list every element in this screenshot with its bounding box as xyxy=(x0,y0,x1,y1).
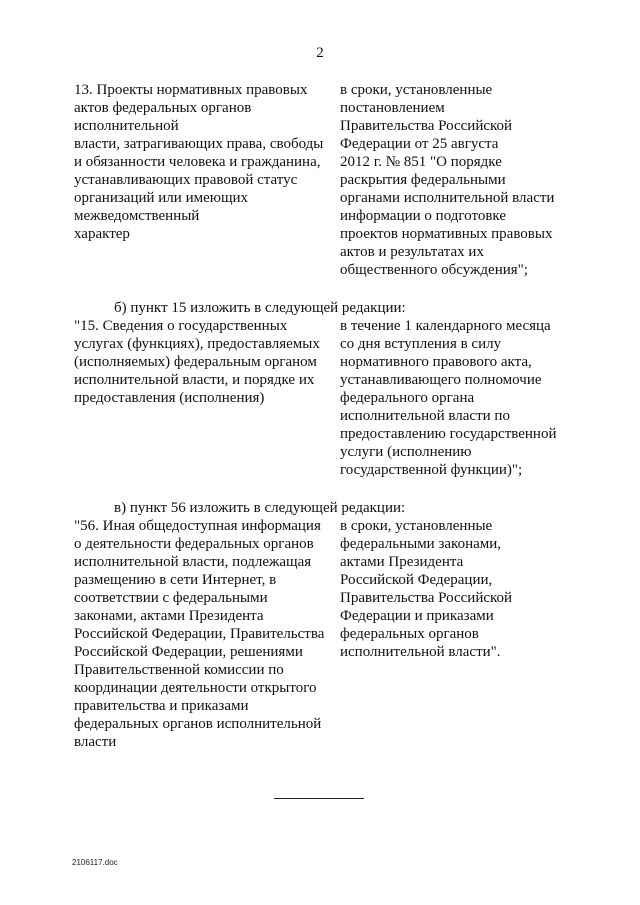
item-13-row xyxy=(74,81,574,279)
item-13-left-line: 13. Проекты нормативных правовых xyxy=(74,82,308,98)
item-13-left-line: межведомственный xyxy=(74,208,200,224)
item-13-right-line: Правительства Российской xyxy=(340,118,513,134)
item-b-right-column xyxy=(340,317,574,479)
item-b-right-line: предоставлению государственной xyxy=(340,426,557,442)
item-v-right-column xyxy=(340,517,574,751)
item-13-right-line: 2012 г. № 851 "О порядке xyxy=(340,154,502,170)
item-13-block xyxy=(74,81,574,279)
item-13-left-line: и обязанности человека и гражданина, xyxy=(74,154,321,170)
item-v-left-line: исполнительной власти, подлежащая xyxy=(74,554,312,570)
item-b-right-line: нормативного правового акта, xyxy=(340,354,532,370)
item-13-right-column xyxy=(340,81,574,279)
item-13-left-line: организаций или имеющих xyxy=(74,190,249,206)
item-13-right-line: Федерации от 25 августа xyxy=(340,136,499,152)
item-13-left-line: актов федеральных органов xyxy=(74,100,252,116)
item-v-left-line: соответствии с федеральными xyxy=(74,590,268,606)
item-v-left-line: Российской Федерации, Правительства xyxy=(74,626,325,642)
end-divider xyxy=(274,798,364,799)
item-v-intro: в) пункт 56 изложить в следующей редакции: xyxy=(114,500,406,516)
item-v-right-line: в сроки, установленные xyxy=(340,518,493,534)
item-13-left-line: власти, затрагивающих права, свободы xyxy=(74,136,324,152)
item-13-right-line: актов и результатах их xyxy=(340,244,484,260)
item-b-right-line: в течение 1 календарного месяца xyxy=(340,318,551,334)
item-b-right-line: государственной функции)"; xyxy=(340,462,523,478)
item-b-left-line: услугах (функциях), предоставляемых xyxy=(74,336,320,352)
item-v-left-line: о деятельности федеральных органов xyxy=(74,536,314,552)
item-v-left-line: законами, актами Президента xyxy=(74,608,264,624)
item-v-left-line: Российской Федерации, решениями xyxy=(74,644,303,660)
item-b-row xyxy=(74,317,574,479)
item-v-block xyxy=(74,499,574,751)
item-v-right-line: федеральными законами, xyxy=(340,536,502,552)
item-b-block xyxy=(74,299,574,479)
item-b-right-line: услуги (исполнению xyxy=(340,444,472,460)
item-v-left-line: правительства и приказами xyxy=(74,698,249,714)
item-v-row xyxy=(74,517,574,751)
item-b-right-line: устанавливающего полномочие xyxy=(340,372,542,388)
footer-doc-id: 2106117.doc xyxy=(72,858,118,867)
page-number: 2 xyxy=(316,45,324,61)
item-v-left-line: "56. Иная общедоступная информация xyxy=(74,518,321,534)
item-b-right-line: со дня вступления в силу xyxy=(340,336,502,352)
item-v-left-column xyxy=(74,517,336,751)
item-13-left-line: характер xyxy=(74,226,130,242)
item-b-right-line: федерального органа xyxy=(340,390,475,406)
item-v-left-line: размещению в сети Интернет, в xyxy=(74,572,277,588)
item-13-right-line: органами исполнительной власти xyxy=(340,190,555,206)
item-13-right-line: информации о подготовке xyxy=(340,208,506,224)
item-v-right-line: федеральных органов xyxy=(340,626,479,642)
item-b-left-column xyxy=(74,317,336,479)
item-v-left-line: федеральных органов исполнительной xyxy=(74,716,322,732)
item-v-right-line: Федерации и приказами xyxy=(340,608,494,624)
item-v-right-line: актами Президента xyxy=(340,554,464,570)
item-13-right-line: проектов нормативных правовых xyxy=(340,226,553,242)
item-b-left-line: (исполняемых) федеральным органом xyxy=(74,354,317,370)
item-v-right-line: Российской Федерации, xyxy=(340,572,493,588)
item-13-left-column xyxy=(74,81,336,279)
item-b-right-line: исполнительной власти по xyxy=(340,408,510,424)
item-13-left-line: устанавливающих правовой статус xyxy=(74,172,298,188)
item-b-left-line: исполнительной власти, и порядке их xyxy=(74,372,315,388)
item-13-left-line: исполнительной xyxy=(74,118,179,134)
item-13-right-line: в сроки, установленные xyxy=(340,82,493,98)
item-v-left-line: координации деятельности открытого xyxy=(74,680,317,696)
item-v-left-line: Правительственной комиссии по xyxy=(74,662,284,678)
item-b-intro: б) пункт 15 изложить в следующей редакции: xyxy=(114,300,406,316)
item-13-right-line: раскрытия федеральными xyxy=(340,172,506,188)
item-b-left-line: предоставления (исполнения) xyxy=(74,390,265,406)
item-v-right-line: Правительства Российской xyxy=(340,590,513,606)
item-13-right-line: постановлением xyxy=(340,100,445,116)
item-v-right-line: исполнительной власти". xyxy=(340,644,501,660)
item-b-left-line: "15. Сведения о государственных xyxy=(74,318,288,334)
item-13-right-line: общественного обсуждения"; xyxy=(340,262,528,278)
item-v-left-line: власти xyxy=(74,734,117,750)
